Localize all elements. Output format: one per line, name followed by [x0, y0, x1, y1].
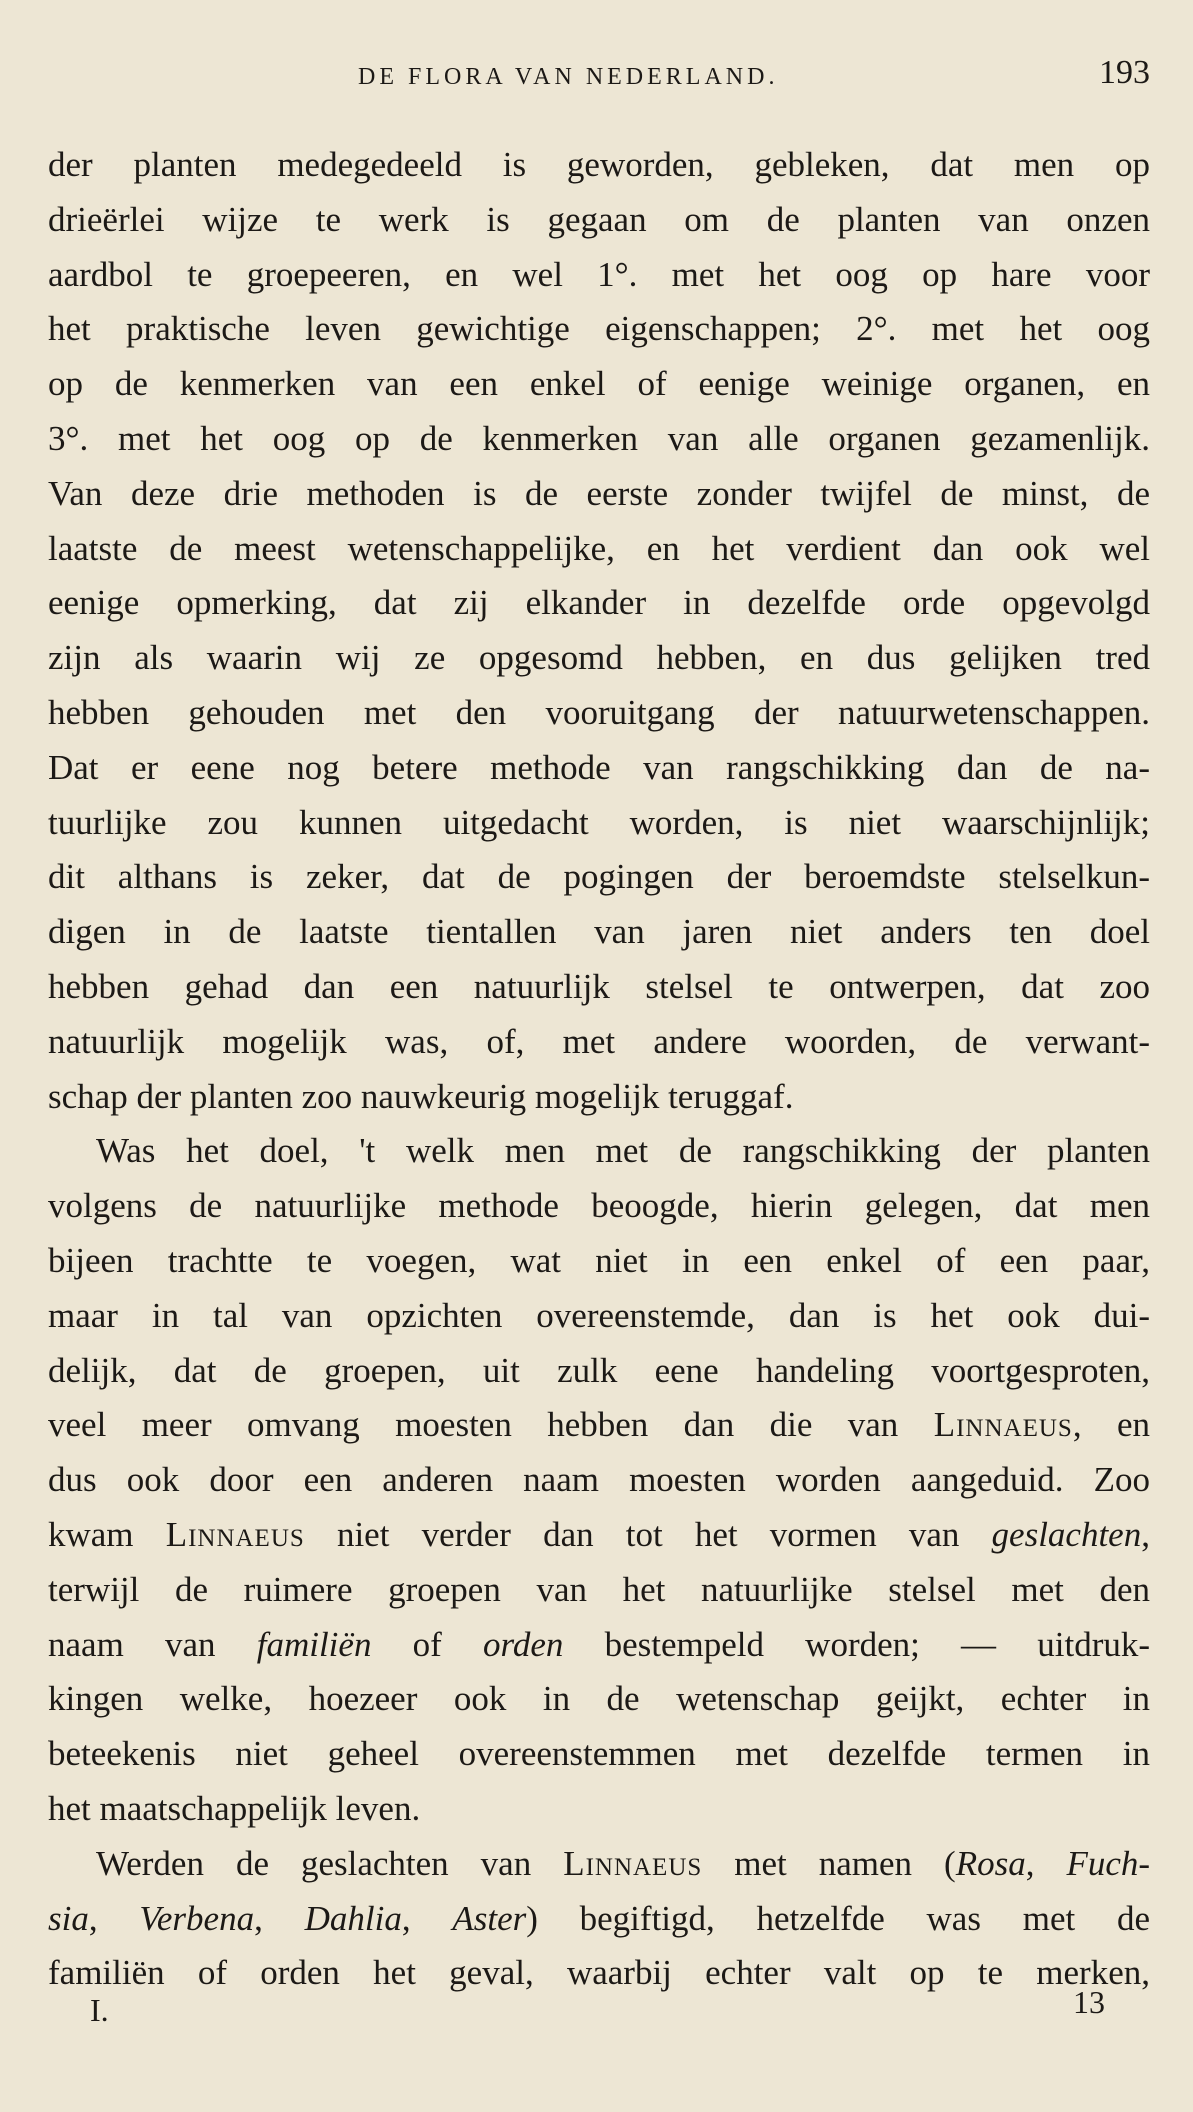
text-line: het maatschappelijk leven.	[48, 1788, 421, 1828]
text-line: natuurlijk mogelijk was, of, met andere woorden, de verwant-	[48, 1021, 1150, 1061]
page-number: 193	[1099, 54, 1150, 91]
text-line: terwijl de ruimere groepen van het natuurlijke stelsel met den	[48, 1569, 1150, 1609]
genus-name: Aster	[452, 1898, 527, 1938]
running-title: DE FLORA VAN NEDERLAND.	[358, 64, 779, 90]
page-footer	[90, 1984, 1105, 2042]
text-line: dus ook door een anderen naam moesten worden aangeduid. Zoo	[48, 1460, 1150, 1500]
text-line: Werden de geslachten van Linnaeus met namen (Rosa, Fuch-	[96, 1843, 1151, 1883]
text-line: delijk, dat de groepen, uit zulk eene handeling voortgesproten,	[48, 1350, 1150, 1390]
genus-name: Rosa	[955, 1843, 1026, 1883]
text-line: der planten medegedeeld is geworden, gebleken, dat men op	[48, 145, 1150, 184]
text-line: het praktische leven gewichtige eigenschappen; 2°. met het oog	[48, 309, 1150, 349]
text-line: op de kenmerken van een enkel of eenige weinige organen, en	[48, 364, 1150, 404]
text-line: veel meer omvang moesten hebben dan die van Linnaeus, en	[48, 1405, 1150, 1445]
text-line: Dat er eene nog betere methode van rangschikking dan de na-	[48, 747, 1150, 787]
text-line: volgens de natuurlijke methode beoogde, hierin gelegen, dat men	[48, 1186, 1150, 1226]
text-line: zijn als waarin wij ze opgesomd hebben, en dus gelijken tred	[48, 638, 1150, 678]
page-body	[48, 138, 1150, 2001]
italic-term: geslachten	[991, 1514, 1142, 1554]
genus-name: sia	[48, 1898, 89, 1938]
text-line: bijeen trachtte te voegen, wat niet in een enkel of een paar,	[48, 1240, 1150, 1280]
text-line: digen in de laatste tientallen van jaren niet anders ten doel	[48, 912, 1150, 952]
text-line: eenige opmerking, dat zij elkander in dezelfde orde opgevolgd	[48, 583, 1150, 623]
text-line: drieërlei wijze te werk is gegaan om de planten van onzen	[48, 199, 1150, 239]
text-line: aardbol te groepeeren, en wel 1°. met het oog op hare voor	[48, 254, 1150, 294]
gathering-mark: 13	[1073, 1984, 1105, 2020]
text-line: beteekenis niet geheel overeenstemmen met dezelfde termen in	[48, 1734, 1150, 1774]
text-line: familiën of orden het geval, waarbij echter valt op te merken,	[48, 1953, 1150, 1993]
text-line: kingen welke, hoezeer ook in de wetenschap geijkt, echter in	[48, 1679, 1150, 1719]
text-line: dit althans is zeker, dat de pogingen der beroemdste stelselkun-	[48, 857, 1150, 897]
text-line: 3°. met het oog op de kenmerken van alle organen gezamenlijk.	[48, 418, 1150, 458]
text-line: schap der planten zoo nauwkeurig mogelijk teruggaf.	[48, 1076, 794, 1116]
text-line: Was het doel, 't welk men met de rangschikking der planten	[96, 1131, 1150, 1171]
text-line: maar in tal van opzichten overeenstemde, dan is het ook dui-	[48, 1295, 1150, 1335]
author-name: Linnaeus	[933, 1405, 1073, 1445]
genus-name: Fuch-	[1066, 1843, 1151, 1883]
text-line: hebben gehouden met den vooruitgang der natuurwetenschappen.	[48, 692, 1150, 732]
genus-name: Verbena	[139, 1898, 255, 1938]
author-name: Linnaeus	[563, 1843, 703, 1883]
volume-signature: I.	[90, 1992, 109, 2028]
text-line: hebben gehad dan een natuurlijk stelsel te ontwerpen, dat zoo	[48, 966, 1150, 1006]
text-line: tuurlijke zou kunnen uitgedacht worden, is niet waarschijnlijk;	[48, 802, 1150, 842]
page-header	[90, 50, 1150, 100]
text-line: naam van familiën of orden bestempeld worden; — uitdruk-	[48, 1624, 1151, 1664]
author-name: Linnaeus	[165, 1514, 305, 1554]
genus-name: Dahlia	[304, 1898, 402, 1938]
text-line: laatste de meest wetenschappelijke, en het verdient dan ook wel	[48, 528, 1150, 568]
text-line: Van deze drie methoden is de eerste zonder twijfel de minst, de	[48, 473, 1150, 513]
italic-term: orden	[483, 1624, 564, 1664]
text-line: kwam Linnaeus niet verder dan tot het vormen van geslachten,	[48, 1514, 1150, 1554]
text-line: sia, Verbena, Dahlia, Aster) begiftigd, hetzelfde was met de	[48, 1898, 1151, 1938]
italic-term: familiën	[256, 1624, 372, 1664]
